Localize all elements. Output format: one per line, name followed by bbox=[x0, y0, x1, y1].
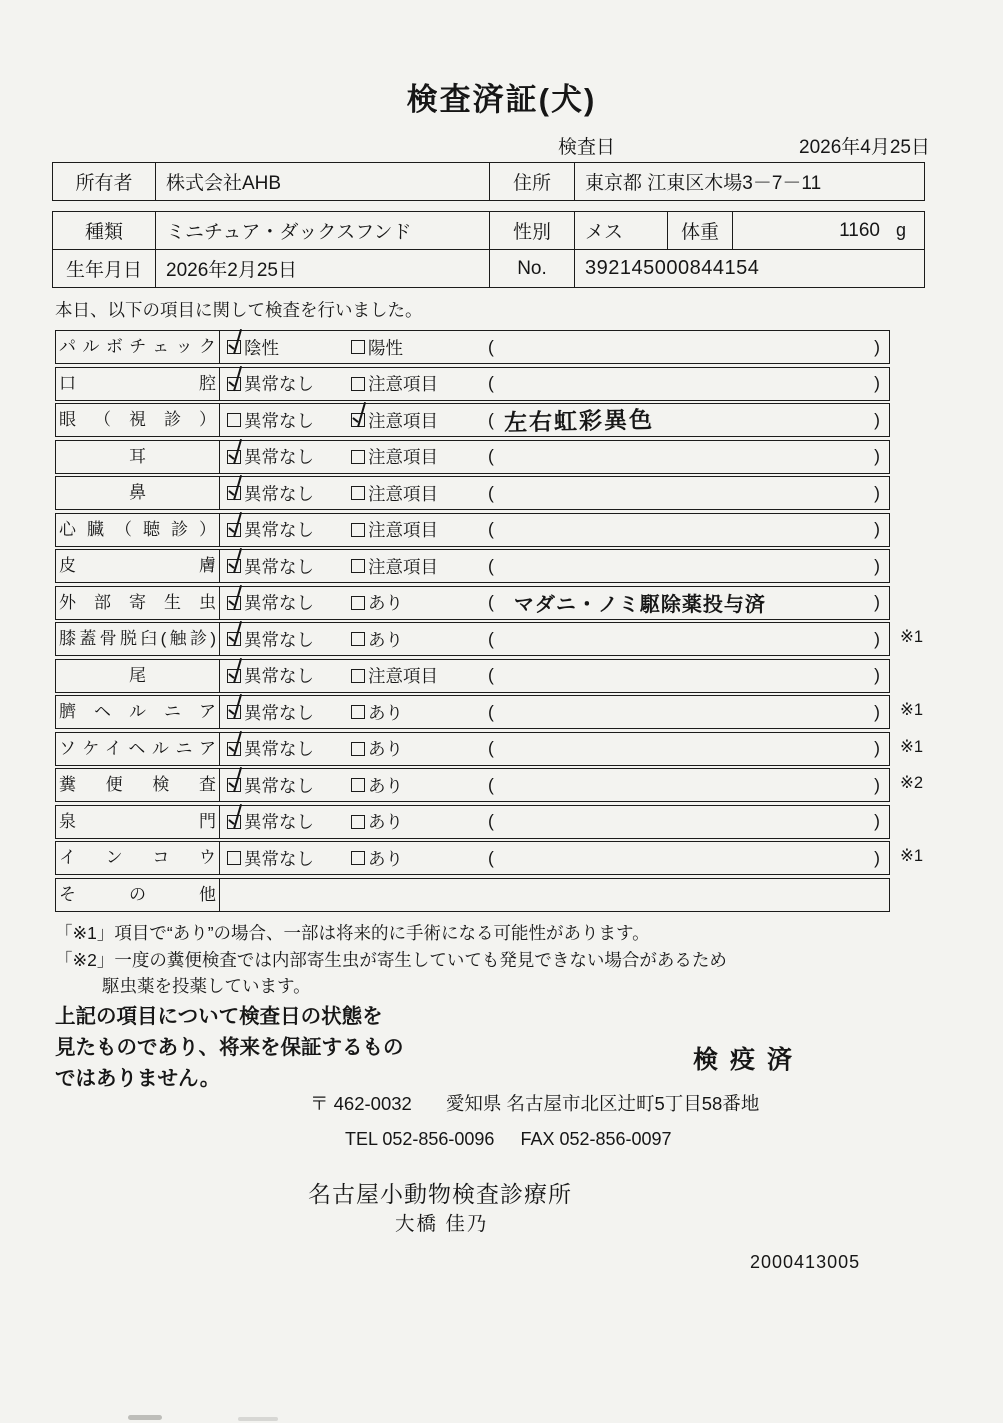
inspection-date-value: 2026年4月25日 bbox=[799, 137, 930, 158]
paren-open: ( bbox=[488, 847, 494, 868]
note-text: マダニ・ノミ駆除薬投与済 bbox=[513, 594, 766, 616]
paren-open: ( bbox=[488, 701, 494, 722]
checkbox-1 bbox=[227, 742, 241, 756]
paren-open: ( bbox=[488, 409, 494, 430]
paren-open: ( bbox=[488, 665, 494, 685]
checkbox-2 bbox=[351, 559, 365, 573]
sex-value: メス bbox=[575, 212, 668, 249]
checklist-row-tail bbox=[55, 659, 890, 693]
option-label: 注意項目 bbox=[368, 556, 438, 577]
checklist-row-heart bbox=[55, 513, 890, 547]
inspection-date-label: 検査日 bbox=[558, 137, 616, 158]
footnote-mark: ※2 bbox=[900, 774, 924, 792]
birth-value: 2026年2月25日 bbox=[156, 250, 490, 287]
footnote-mark: ※1 bbox=[900, 628, 924, 646]
checklist-row-mouth bbox=[55, 367, 890, 401]
checkbox-2 bbox=[351, 523, 365, 537]
checkbox-2 bbox=[351, 413, 365, 427]
option-label: あり bbox=[368, 812, 403, 832]
paren-close: ) bbox=[874, 592, 880, 612]
disclaimer-line-3: ではありません。 bbox=[55, 1067, 221, 1090]
checkbox-1 bbox=[227, 486, 241, 500]
clinic-name: 名古屋小動物検査診療所 bbox=[308, 1181, 572, 1207]
checkbox-1 bbox=[227, 669, 241, 683]
checkbox-1 bbox=[227, 377, 241, 391]
no-value: 392145000844154 bbox=[585, 257, 760, 279]
checkbox-2 bbox=[351, 778, 365, 792]
checkbox-2 bbox=[351, 340, 365, 354]
option-label: 異常なし bbox=[244, 812, 314, 832]
checklist-row-throat bbox=[55, 841, 924, 875]
checkbox-1 bbox=[227, 413, 241, 427]
paren-open: ( bbox=[488, 774, 494, 795]
item-label: 糞便検査 bbox=[56, 769, 220, 801]
postal-code: 〒 462-0032 bbox=[310, 1093, 412, 1114]
paren-open: ( bbox=[488, 336, 494, 357]
option-label: 注意項目 bbox=[368, 666, 438, 686]
option-label: あり bbox=[368, 629, 403, 650]
checklist-row-eyes bbox=[55, 403, 890, 437]
checkbox-2 bbox=[351, 377, 365, 391]
option-label: 陽性 bbox=[368, 337, 403, 358]
paren-close: ) bbox=[874, 409, 880, 430]
paren-close: ) bbox=[874, 811, 880, 831]
option-label: 異常なし bbox=[244, 593, 314, 613]
checkbox-2 bbox=[351, 705, 365, 719]
footnote-mark: ※1 bbox=[900, 847, 924, 865]
scan-smudge bbox=[238, 1417, 278, 1421]
paren-close: ) bbox=[874, 482, 880, 503]
weight-label: 体重 bbox=[668, 212, 733, 249]
option-label: 異常なし bbox=[244, 666, 314, 686]
address-label: 住所 bbox=[490, 163, 575, 200]
item-label: 泉門 bbox=[56, 806, 220, 838]
checklist-table bbox=[55, 330, 924, 914]
checkbox-1 bbox=[227, 596, 241, 610]
item-label: インコウ bbox=[56, 842, 220, 874]
paren-open: ( bbox=[488, 519, 494, 539]
paren-close: ) bbox=[874, 847, 880, 868]
footnote-mark: ※1 bbox=[900, 701, 924, 719]
footnote-1: 「※1」項目で“あり”の場合、一部は将来的に手術になる可能性があります。 bbox=[55, 923, 650, 943]
clinic-phone-line bbox=[345, 1129, 672, 1150]
option-label: 注意項目 bbox=[368, 374, 438, 394]
paren-open: ( bbox=[488, 373, 494, 393]
paren-close: ) bbox=[874, 519, 880, 539]
paren-close: ) bbox=[874, 774, 880, 795]
footnote-2-continued: 駆虫薬を投薬しています。 bbox=[102, 976, 311, 996]
checkbox-1 bbox=[227, 450, 241, 464]
checkbox-1 bbox=[227, 523, 241, 537]
option-label: 注意項目 bbox=[368, 483, 438, 504]
option-label: あり bbox=[368, 593, 403, 613]
checkbox-2 bbox=[351, 632, 365, 646]
intro-text: 本日、以下の項目に関して検査を行いました。 bbox=[55, 300, 423, 320]
tel-number: TEL 052-856-0096 bbox=[345, 1129, 495, 1149]
weight-value bbox=[733, 212, 924, 249]
option-label: 異常なし bbox=[244, 739, 314, 759]
item-label: 皮膚 bbox=[56, 550, 220, 582]
footnote-2: 「※2」一度の糞便検査では内部寄生虫が寄生していても発見できない場合があるため bbox=[55, 950, 727, 970]
breed-value: ミニチュア・ダックスフンド bbox=[156, 212, 490, 249]
option-label: 異常なし bbox=[244, 848, 314, 869]
item-label: 心臓（聴診） bbox=[56, 514, 220, 546]
option-label: 注意項目 bbox=[368, 410, 438, 431]
paren-close: ) bbox=[874, 373, 880, 393]
paren-close: ) bbox=[874, 446, 880, 466]
disclaimer-statement bbox=[55, 1001, 404, 1094]
checklist-row-nose bbox=[55, 476, 890, 510]
option-label: 異常なし bbox=[244, 556, 314, 577]
checkbox-1 bbox=[227, 851, 241, 865]
footnote-mark: ※1 bbox=[900, 737, 924, 756]
checkbox-2 bbox=[351, 742, 365, 756]
fax-number: FAX 052-856-0097 bbox=[520, 1129, 672, 1149]
page-title: 検査済証(犬) bbox=[406, 82, 597, 117]
option-label: 注意項目 bbox=[368, 447, 438, 467]
owner-label: 所有者 bbox=[53, 163, 156, 200]
clinic-address: 愛知県 名古屋市北区辻町5丁目58番地 bbox=[445, 1093, 760, 1114]
serial-number: 2000413005 bbox=[750, 1252, 861, 1272]
item-label: パルボチェック bbox=[56, 331, 220, 363]
paren-open: ( bbox=[488, 811, 494, 831]
animal-table bbox=[52, 211, 925, 288]
option-label: 異常なし bbox=[244, 702, 314, 723]
owner-value: 株式会社AHB bbox=[156, 163, 490, 200]
option-label: 異常なし bbox=[244, 520, 314, 540]
option-label: あり bbox=[368, 739, 403, 759]
option-label: 陰性 bbox=[244, 337, 279, 358]
item-label: 尾 bbox=[56, 660, 220, 692]
birth-label: 生年月日 bbox=[53, 250, 156, 287]
checkbox-1 bbox=[227, 340, 241, 354]
item-label: ソケイヘルニア bbox=[56, 733, 220, 765]
paren-open: ( bbox=[488, 555, 494, 576]
paren-close: ) bbox=[874, 555, 880, 576]
sex-label: 性別 bbox=[490, 212, 575, 249]
inspection-date-line bbox=[558, 132, 930, 159]
checklist-row-inguinal-hernia bbox=[55, 732, 924, 766]
item-label: 鼻 bbox=[56, 477, 220, 509]
item-label: 口腔 bbox=[56, 368, 220, 400]
breed-label: 種類 bbox=[53, 212, 156, 249]
checkbox-1 bbox=[227, 778, 241, 792]
paren-open: ( bbox=[488, 738, 494, 758]
checklist-row-parvo bbox=[55, 330, 890, 364]
option-label: 異常なし bbox=[244, 775, 314, 796]
item-label: 耳 bbox=[56, 441, 220, 473]
weight-unit: g bbox=[895, 220, 906, 240]
checklist-row-skin bbox=[55, 549, 890, 583]
paren-close: ) bbox=[874, 665, 880, 685]
option-label: あり bbox=[368, 775, 403, 796]
option-label: 異常なし bbox=[244, 483, 314, 504]
checkbox-2 bbox=[351, 486, 365, 500]
paren-open: ( bbox=[488, 592, 494, 612]
checkbox-1 bbox=[227, 632, 241, 646]
item-label: その他 bbox=[56, 879, 220, 911]
checklist-row-patella bbox=[55, 622, 924, 656]
checklist-row-ears bbox=[55, 440, 890, 474]
weight-number: 1160 bbox=[839, 219, 880, 241]
paren-open: ( bbox=[488, 446, 494, 466]
checkbox-2 bbox=[351, 596, 365, 610]
item-label: 外部寄生虫 bbox=[56, 587, 220, 619]
paren-open: ( bbox=[488, 628, 494, 649]
no-label: No. bbox=[490, 250, 575, 287]
owner-table bbox=[52, 162, 925, 201]
checkbox-2 bbox=[351, 669, 365, 683]
item-label: 膝蓋骨脱臼(触診) bbox=[56, 623, 220, 655]
checklist-row-fecal-exam bbox=[55, 768, 924, 802]
checklist-row-other bbox=[55, 878, 890, 912]
checklist-row-umbilical-hernia bbox=[55, 695, 924, 729]
address-value: 東京都 江東区木場3－7－11 bbox=[585, 173, 822, 194]
paren-open: ( bbox=[488, 482, 494, 503]
checkbox-2 bbox=[351, 450, 365, 464]
checkbox-2 bbox=[351, 851, 365, 865]
item-label: 眼（視診） bbox=[56, 404, 220, 436]
checklist-row-fontanelle bbox=[55, 805, 890, 839]
checkbox-1 bbox=[227, 705, 241, 719]
clinic-address-line bbox=[310, 1090, 759, 1116]
checklist-row-ectoparasites bbox=[55, 586, 890, 620]
handwritten-note: 左右虹彩異色 bbox=[503, 405, 655, 435]
option-label: 異常なし bbox=[244, 629, 314, 650]
paren-close: ) bbox=[874, 628, 880, 649]
option-label: 注意項目 bbox=[368, 520, 438, 540]
paren-close: ) bbox=[874, 701, 880, 722]
veterinarian-name: 大橋 佳乃 bbox=[395, 1213, 489, 1235]
option-label: あり bbox=[368, 702, 403, 723]
disclaimer-line-2: 見たものであり、将来を保証するもの bbox=[55, 1036, 404, 1059]
option-label: 異常なし bbox=[244, 374, 314, 394]
option-label: 異常なし bbox=[244, 410, 314, 431]
paren-close: ) bbox=[874, 336, 880, 357]
scan-smudge bbox=[128, 1415, 162, 1420]
option-label: あり bbox=[368, 848, 403, 869]
item-label: 臍ヘルニア bbox=[56, 696, 220, 728]
checkbox-2 bbox=[351, 815, 365, 829]
checkbox-1 bbox=[227, 815, 241, 829]
checkbox-1 bbox=[227, 559, 241, 573]
paren-close: ) bbox=[874, 738, 880, 758]
option-label: 異常なし bbox=[244, 447, 314, 467]
disclaimer-line-1: 上記の項目について検査日の状態を bbox=[55, 1005, 383, 1028]
quarantine-stamp: 検疫済 bbox=[693, 1046, 805, 1074]
